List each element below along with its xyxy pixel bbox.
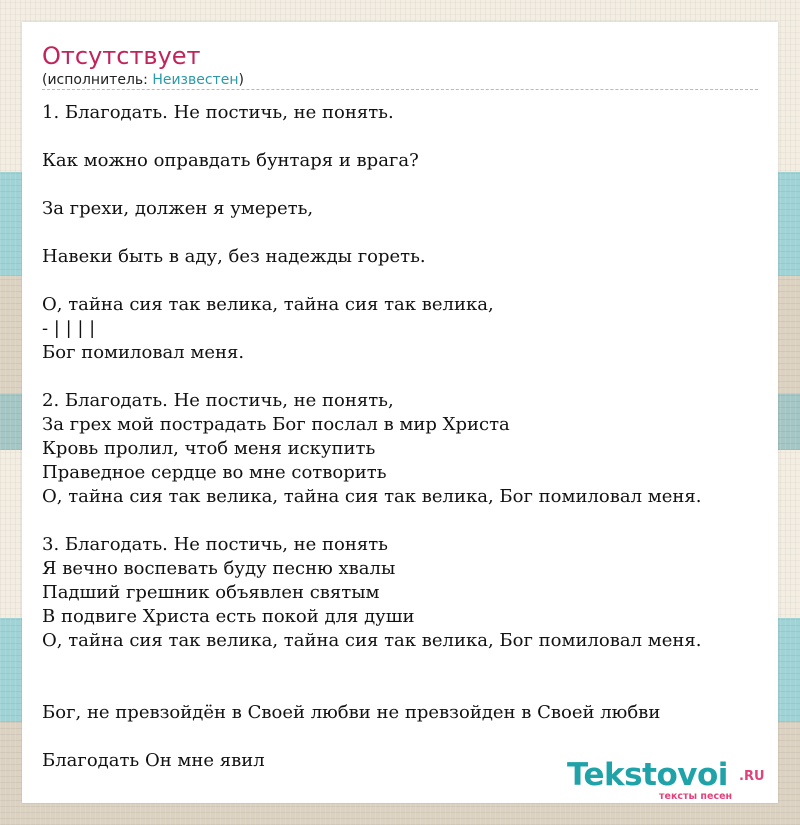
- artist-link[interactable]: Неизвестен: [152, 72, 239, 88]
- logo-tagline: тексты песен: [659, 791, 733, 802]
- lyrics-blank-line: [42, 125, 778, 149]
- lyrics-blank-line: [42, 509, 778, 533]
- lyrics-line: Падший грешник объявлен святым: [42, 582, 380, 603]
- song-title: Отсутствует: [42, 42, 201, 70]
- lyrics-blank-line: [42, 677, 778, 701]
- lyrics-line: - | | | |: [42, 318, 96, 339]
- lyrics-card: [22, 22, 778, 803]
- lyrics-line: Бог помиловал меня.: [42, 342, 245, 363]
- lyrics-line: Праведное сердце во мне сотворить: [42, 462, 387, 483]
- logo-wordmark: Tekstovoi: [567, 757, 728, 793]
- lyrics-blank-line: [42, 653, 778, 677]
- lyrics-line: 3. Благодать. Не постичь, не понять: [42, 534, 388, 555]
- lyrics-line: За грехи, должен я умереть,: [42, 198, 314, 219]
- lyrics-line: 2. Благодать. Не постичь, не понять,: [42, 390, 394, 411]
- lyrics-line: Кровь пролил, чтоб меня искупить: [42, 438, 376, 459]
- lyrics-blank-line: [42, 221, 778, 245]
- lyrics-line: Бог, не превзойдён в Своей любви не превзойден в Своей любви: [42, 702, 661, 723]
- lyrics-blank-line: [42, 269, 778, 293]
- lyrics-line: Я вечно воспевать буду песню хвалы: [42, 558, 396, 579]
- lyrics-line: О, тайна сия так велика, тайна сия так велика,: [42, 294, 494, 315]
- logo-domain: .RU: [739, 769, 765, 784]
- lyrics-line: О, тайна сия так велика, тайна сия так велика, Бог помиловал меня.: [42, 486, 702, 507]
- site-logo[interactable]: [567, 756, 777, 806]
- lyrics-line: В подвиге Христа есть покой для души: [42, 606, 415, 627]
- title-divider: [42, 89, 758, 90]
- lyrics-line: 1. Благодать. Не постичь, не понять.: [42, 102, 394, 123]
- lyrics-blank-line: [42, 365, 778, 389]
- artist-line: [42, 71, 244, 89]
- lyrics-line: Как можно оправдать бунтаря и врага?: [42, 150, 419, 171]
- lyrics-body: [42, 101, 778, 773]
- lyrics-line: За грех мой пострадать Бог послал в мир Христа: [42, 414, 510, 435]
- lyrics-line: О, тайна сия так велика, тайна сия так велика, Бог помиловал меня.: [42, 630, 702, 651]
- lyrics-blank-line: [42, 173, 778, 197]
- lyrics-blank-line: [42, 725, 778, 749]
- lyrics-line: Навеки быть в аду, без надежды гореть.: [42, 246, 426, 267]
- lyrics-line: Благодать Он мне явил: [42, 750, 265, 771]
- artist-suffix: ): [238, 72, 244, 88]
- artist-prefix: (исполнитель:: [42, 72, 153, 88]
